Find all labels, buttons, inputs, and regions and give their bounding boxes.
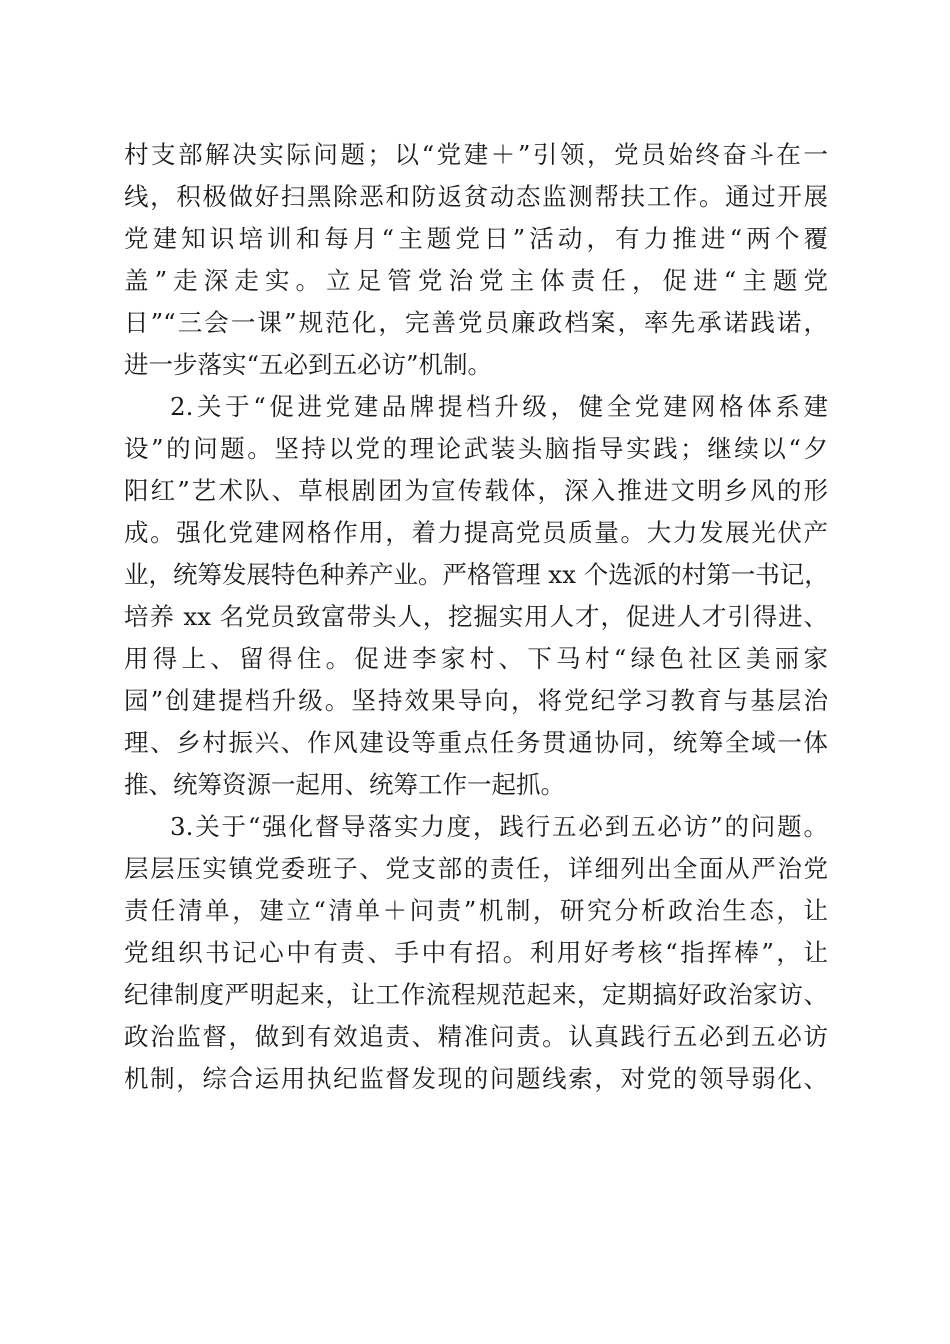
document-body xyxy=(124,134,828,1100)
text-line: 村支部解决实际问题；以“党建＋”引领，党员始终奋斗在一 xyxy=(124,140,828,169)
text-line: 用得上、留得住。促进李家村、下马村“绿色社区美丽家 xyxy=(124,644,828,673)
text-line: 进一步落实“五必到五必访”机制。 xyxy=(124,350,493,379)
text-line: 线，积极做好扫黑除恶和防返贫动态监测帮扶工作。通过开展 xyxy=(124,182,828,211)
text-line: 纪律制度严明起来，让工作流程规范起来，定期搞好政治家访、 xyxy=(124,980,828,1009)
text-line: 培养 xx 名党员致富带头人，挖掘实用人才，促进人才引得进、 xyxy=(124,602,828,631)
text-line: 设”的问题。坚持以党的理论武装头脑指导实践；继续以“夕 xyxy=(124,434,828,463)
text-line: 机制，综合运用执纪监督发现的问题线索，对党的领导弱化、 xyxy=(124,1064,828,1093)
text-line: 盖”走深走实。立足管党治党主体责任，促进“主题党 xyxy=(124,266,828,295)
text-line: 2.关于“促进党建品牌提档升级，健全党建网格体系建 xyxy=(170,392,828,421)
text-line: 政治监督，做到有效追责、精准问责。认真践行五必到五必访 xyxy=(124,1022,828,1051)
text-line: 日”“三会一课”规范化，完善党员廉政档案，率先承诺践诺， xyxy=(124,308,828,337)
text-line: 党建知识培训和每月“主题党日”活动，有力推进“两个覆 xyxy=(124,224,828,253)
text-line: 层层压实镇党委班子、党支部的责任，详细列出全面从严治党 xyxy=(124,854,828,883)
text-line: 业，统筹发展特色种养产业。严格管理 xx 个选派的村第一书记， xyxy=(124,560,829,589)
text-line: 理、乡村振兴、作风建设等重点任务贯通协同，统筹全域一体 xyxy=(124,728,828,757)
text-line: 园”创建提档升级。坚持效果导向，将党纪学习教育与基层治 xyxy=(124,686,828,715)
text-line: 党组织书记心中有责、手中有招。利用好考核“指挥棒”，让 xyxy=(124,938,828,967)
text-line: 成。强化党建网格作用，着力提高党员质量。大力发展光伏产 xyxy=(124,518,828,547)
text-line: 责任清单，建立“清单＋问责”机制，研究分析政治生态，让 xyxy=(124,896,828,925)
text-line: 3.关于“强化督导落实力度，践行五必到五必访”的问题。 xyxy=(170,812,828,841)
text-line: 推、统筹资源一起用、统筹工作一起抓。 xyxy=(124,770,565,799)
text-line: 阳红”艺术队、草根剧团为宣传载体，深入推进文明乡风的形 xyxy=(124,476,828,505)
